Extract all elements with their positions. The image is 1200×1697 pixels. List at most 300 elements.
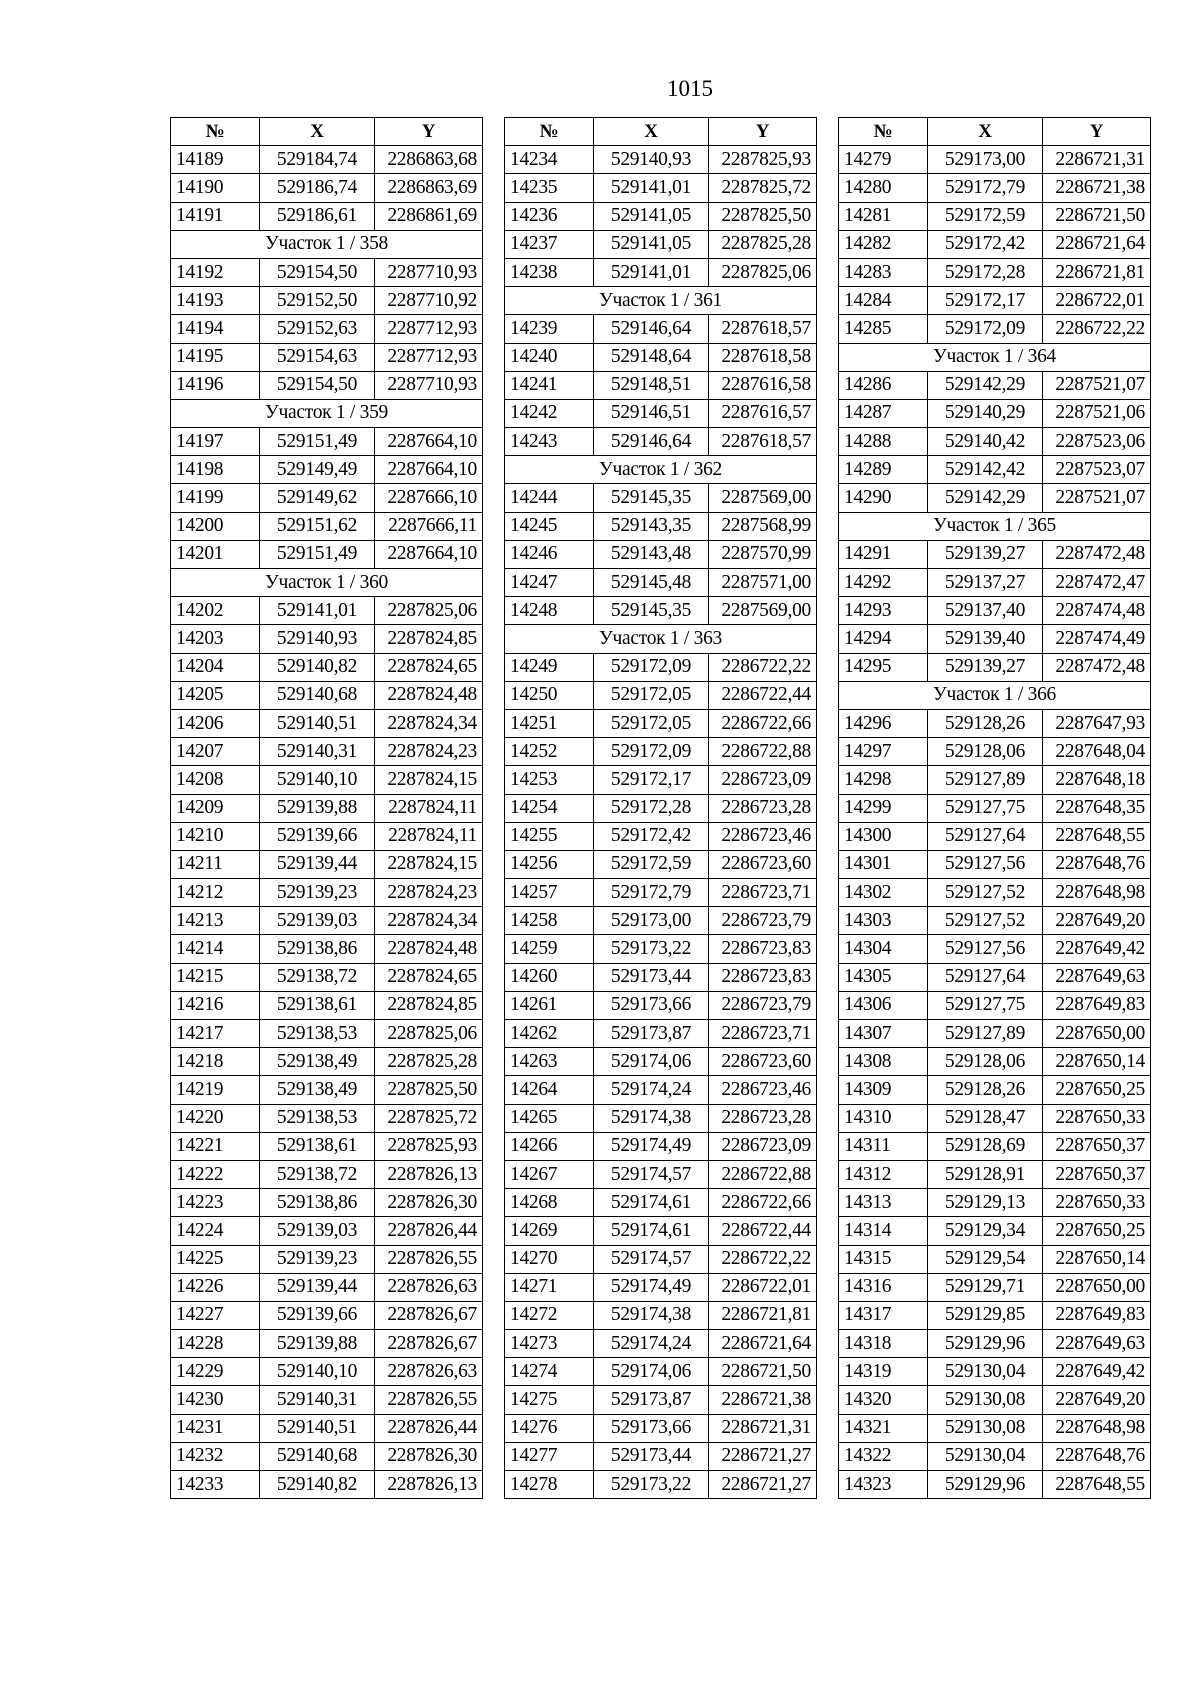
table-row bbox=[171, 540, 483, 568]
table-row bbox=[171, 1330, 483, 1358]
point-number-cell: 14230 bbox=[171, 1386, 260, 1414]
x-coordinate-cell: 529152,50 bbox=[260, 287, 375, 315]
x-coordinate-cell: 529186,61 bbox=[260, 202, 375, 230]
y-coordinate-cell: 2287648,18 bbox=[1043, 766, 1151, 794]
y-coordinate-cell: 2287824,34 bbox=[375, 709, 483, 737]
table-row bbox=[505, 1217, 817, 1245]
table-row bbox=[171, 935, 483, 963]
y-coordinate-cell: 2286723,83 bbox=[709, 963, 817, 991]
x-coordinate-cell: 529149,49 bbox=[260, 456, 375, 484]
y-coordinate-cell: 2287648,98 bbox=[1043, 879, 1151, 907]
table-header-row bbox=[171, 118, 483, 146]
y-coordinate-cell: 2287824,34 bbox=[375, 907, 483, 935]
y-coordinate-cell: 2287649,42 bbox=[1043, 1358, 1151, 1386]
y-coordinate-cell: 2287472,48 bbox=[1043, 540, 1151, 568]
y-coordinate-cell: 2286863,69 bbox=[375, 174, 483, 202]
point-number-cell: 14197 bbox=[171, 428, 260, 456]
y-coordinate-cell: 2287472,47 bbox=[1043, 569, 1151, 597]
point-number-cell: 14316 bbox=[839, 1273, 928, 1301]
table-row bbox=[171, 1048, 483, 1076]
table-row bbox=[839, 146, 1151, 174]
table-row bbox=[839, 540, 1151, 568]
y-coordinate-cell: 2287824,23 bbox=[375, 879, 483, 907]
table-row bbox=[505, 935, 817, 963]
y-coordinate-cell: 2287824,11 bbox=[375, 822, 483, 850]
table-row bbox=[839, 1020, 1151, 1048]
table-row bbox=[839, 794, 1151, 822]
table-row bbox=[505, 1048, 817, 1076]
table-row bbox=[505, 1076, 817, 1104]
point-number-cell: 14299 bbox=[839, 794, 928, 822]
x-coordinate-cell: 529127,75 bbox=[928, 991, 1043, 1019]
coordinates-table-1 bbox=[170, 117, 483, 1499]
x-coordinate-cell: 529138,72 bbox=[260, 963, 375, 991]
y-coordinate-cell: 2287664,10 bbox=[375, 456, 483, 484]
x-coordinate-cell: 529139,23 bbox=[260, 1245, 375, 1273]
point-number-cell: 14297 bbox=[839, 738, 928, 766]
x-coordinate-cell: 529129,13 bbox=[928, 1189, 1043, 1217]
table-row bbox=[839, 709, 1151, 737]
point-number-cell: 14266 bbox=[505, 1132, 594, 1160]
point-number-cell: 14203 bbox=[171, 625, 260, 653]
y-coordinate-cell: 2287650,37 bbox=[1043, 1160, 1151, 1188]
table-row bbox=[171, 963, 483, 991]
x-coordinate-cell: 529128,26 bbox=[928, 709, 1043, 737]
table-row bbox=[839, 1048, 1151, 1076]
x-coordinate-cell: 529128,47 bbox=[928, 1104, 1043, 1132]
point-number-cell: 14213 bbox=[171, 907, 260, 935]
table-row bbox=[839, 963, 1151, 991]
y-coordinate-cell: 2286721,27 bbox=[709, 1471, 817, 1499]
y-coordinate-cell: 2287826,67 bbox=[375, 1330, 483, 1358]
table-row bbox=[505, 1020, 817, 1048]
point-number-cell: 14228 bbox=[171, 1330, 260, 1358]
point-number-cell: 14196 bbox=[171, 371, 260, 399]
x-coordinate-cell: 529138,53 bbox=[260, 1104, 375, 1132]
y-coordinate-cell: 2287648,76 bbox=[1043, 850, 1151, 878]
y-coordinate-cell: 2287650,33 bbox=[1043, 1189, 1151, 1217]
table-row bbox=[171, 428, 483, 456]
x-coordinate-cell: 529142,29 bbox=[928, 371, 1043, 399]
x-coordinate-cell: 529140,10 bbox=[260, 1358, 375, 1386]
x-coordinate-cell: 529186,74 bbox=[260, 174, 375, 202]
y-coordinate-cell: 2286721,81 bbox=[709, 1301, 817, 1329]
point-number-cell: 14261 bbox=[505, 991, 594, 1019]
y-coordinate-cell: 2287649,63 bbox=[1043, 1330, 1151, 1358]
y-coordinate-cell: 2287825,93 bbox=[709, 146, 817, 174]
table-row bbox=[171, 1301, 483, 1329]
table-row bbox=[171, 879, 483, 907]
y-coordinate-cell: 2287649,42 bbox=[1043, 935, 1151, 963]
point-number-cell: 14307 bbox=[839, 1020, 928, 1048]
point-number-cell: 14312 bbox=[839, 1160, 928, 1188]
point-number-cell: 14199 bbox=[171, 484, 260, 512]
y-coordinate-cell: 2286723,09 bbox=[709, 766, 817, 794]
table-row bbox=[171, 1189, 483, 1217]
table-row bbox=[171, 1414, 483, 1442]
x-coordinate-cell: 529172,79 bbox=[928, 174, 1043, 202]
x-coordinate-cell: 529172,09 bbox=[928, 315, 1043, 343]
table-row bbox=[505, 879, 817, 907]
table-row bbox=[839, 625, 1151, 653]
table-row bbox=[839, 1471, 1151, 1499]
y-coordinate-cell: 2287824,65 bbox=[375, 653, 483, 681]
y-coordinate-cell: 2286723,09 bbox=[709, 1132, 817, 1160]
x-coordinate-cell: 529173,00 bbox=[928, 146, 1043, 174]
table-row bbox=[839, 484, 1151, 512]
x-coordinate-cell: 529138,49 bbox=[260, 1048, 375, 1076]
y-coordinate-cell: 2287521,07 bbox=[1043, 371, 1151, 399]
table-row bbox=[505, 1104, 817, 1132]
point-number-cell: 14250 bbox=[505, 681, 594, 709]
point-number-cell: 14234 bbox=[505, 146, 594, 174]
x-coordinate-cell: 529139,40 bbox=[928, 625, 1043, 653]
x-coordinate-cell: 529129,96 bbox=[928, 1330, 1043, 1358]
y-coordinate-cell: 2287648,35 bbox=[1043, 794, 1151, 822]
y-coordinate-cell: 2286721,27 bbox=[709, 1442, 817, 1470]
point-number-cell: 14232 bbox=[171, 1442, 260, 1470]
x-coordinate-cell: 529127,75 bbox=[928, 794, 1043, 822]
table-row bbox=[171, 1104, 483, 1132]
y-coordinate-cell: 2287650,37 bbox=[1043, 1132, 1151, 1160]
header-x: X bbox=[928, 118, 1043, 146]
table-row bbox=[505, 963, 817, 991]
point-number-cell: 14315 bbox=[839, 1245, 928, 1273]
y-coordinate-cell: 2286861,69 bbox=[375, 202, 483, 230]
point-number-cell: 14271 bbox=[505, 1273, 594, 1301]
point-number-cell: 14210 bbox=[171, 822, 260, 850]
table-row bbox=[505, 230, 817, 258]
y-coordinate-cell: 2286722,88 bbox=[709, 1160, 817, 1188]
point-number-cell: 14280 bbox=[839, 174, 928, 202]
y-coordinate-cell: 2287825,93 bbox=[375, 1132, 483, 1160]
y-coordinate-cell: 2287826,67 bbox=[375, 1301, 483, 1329]
x-coordinate-cell: 529174,06 bbox=[594, 1358, 709, 1386]
table-row bbox=[839, 766, 1151, 794]
point-number-cell: 14293 bbox=[839, 597, 928, 625]
table-row bbox=[839, 428, 1151, 456]
point-number-cell: 14194 bbox=[171, 315, 260, 343]
point-number-cell: 14231 bbox=[171, 1414, 260, 1442]
x-coordinate-cell: 529141,01 bbox=[260, 597, 375, 625]
point-number-cell: 14244 bbox=[505, 484, 594, 512]
x-coordinate-cell: 529139,03 bbox=[260, 1217, 375, 1245]
x-coordinate-cell: 529172,28 bbox=[928, 258, 1043, 286]
x-coordinate-cell: 529173,66 bbox=[594, 991, 709, 1019]
x-coordinate-cell: 529138,61 bbox=[260, 991, 375, 1019]
x-coordinate-cell: 529174,06 bbox=[594, 1048, 709, 1076]
y-coordinate-cell: 2286722,66 bbox=[709, 1189, 817, 1217]
point-number-cell: 14240 bbox=[505, 343, 594, 371]
table-body bbox=[171, 146, 483, 1499]
x-coordinate-cell: 529130,08 bbox=[928, 1414, 1043, 1442]
x-coordinate-cell: 529139,03 bbox=[260, 907, 375, 935]
point-number-cell: 14214 bbox=[171, 935, 260, 963]
y-coordinate-cell: 2287650,14 bbox=[1043, 1245, 1151, 1273]
table-row bbox=[839, 1358, 1151, 1386]
point-number-cell: 14298 bbox=[839, 766, 928, 794]
table-row bbox=[505, 371, 817, 399]
x-coordinate-cell: 529151,62 bbox=[260, 512, 375, 540]
x-coordinate-cell: 529172,17 bbox=[594, 766, 709, 794]
x-coordinate-cell: 529172,28 bbox=[594, 794, 709, 822]
x-coordinate-cell: 529129,96 bbox=[928, 1471, 1043, 1499]
point-number-cell: 14284 bbox=[839, 287, 928, 315]
section-heading: Участок 1 / 359 bbox=[171, 399, 483, 427]
point-number-cell: 14216 bbox=[171, 991, 260, 1019]
x-coordinate-cell: 529172,59 bbox=[928, 202, 1043, 230]
table-row bbox=[505, 794, 817, 822]
x-coordinate-cell: 529142,42 bbox=[928, 456, 1043, 484]
section-row bbox=[171, 230, 483, 258]
x-coordinate-cell: 529137,40 bbox=[928, 597, 1043, 625]
point-number-cell: 14300 bbox=[839, 822, 928, 850]
x-coordinate-cell: 529173,44 bbox=[594, 963, 709, 991]
table-row bbox=[839, 597, 1151, 625]
table-row bbox=[839, 399, 1151, 427]
x-coordinate-cell: 529129,54 bbox=[928, 1245, 1043, 1273]
point-number-cell: 14314 bbox=[839, 1217, 928, 1245]
x-coordinate-cell: 529173,66 bbox=[594, 1414, 709, 1442]
y-coordinate-cell: 2287826,55 bbox=[375, 1245, 483, 1273]
y-coordinate-cell: 2287650,33 bbox=[1043, 1104, 1151, 1132]
table-row bbox=[505, 1245, 817, 1273]
point-number-cell: 14303 bbox=[839, 907, 928, 935]
table-row bbox=[171, 456, 483, 484]
point-number-cell: 14209 bbox=[171, 794, 260, 822]
x-coordinate-cell: 529146,51 bbox=[594, 399, 709, 427]
point-number-cell: 14217 bbox=[171, 1020, 260, 1048]
point-number-cell: 14252 bbox=[505, 738, 594, 766]
y-coordinate-cell: 2286722,01 bbox=[709, 1273, 817, 1301]
x-coordinate-cell: 529128,26 bbox=[928, 1076, 1043, 1104]
section-heading: Участок 1 / 364 bbox=[839, 343, 1151, 371]
x-coordinate-cell: 529173,22 bbox=[594, 935, 709, 963]
table-body bbox=[839, 146, 1151, 1499]
point-number-cell: 14204 bbox=[171, 653, 260, 681]
x-coordinate-cell: 529145,35 bbox=[594, 597, 709, 625]
table-row bbox=[505, 315, 817, 343]
y-coordinate-cell: 2286721,38 bbox=[1043, 174, 1151, 202]
x-coordinate-cell: 529127,89 bbox=[928, 766, 1043, 794]
y-coordinate-cell: 2287710,92 bbox=[375, 287, 483, 315]
y-coordinate-cell: 2287825,50 bbox=[709, 202, 817, 230]
table-row bbox=[839, 1386, 1151, 1414]
point-number-cell: 14211 bbox=[171, 850, 260, 878]
x-coordinate-cell: 529138,49 bbox=[260, 1076, 375, 1104]
y-coordinate-cell: 2286722,66 bbox=[709, 709, 817, 737]
x-coordinate-cell: 529172,05 bbox=[594, 681, 709, 709]
point-number-cell: 14233 bbox=[171, 1471, 260, 1499]
point-number-cell: 14256 bbox=[505, 850, 594, 878]
y-coordinate-cell: 2287825,06 bbox=[709, 258, 817, 286]
section-heading: Участок 1 / 363 bbox=[505, 625, 817, 653]
y-coordinate-cell: 2287474,49 bbox=[1043, 625, 1151, 653]
y-coordinate-cell: 2286723,79 bbox=[709, 907, 817, 935]
table-row bbox=[505, 1189, 817, 1217]
point-number-cell: 14198 bbox=[171, 456, 260, 484]
x-coordinate-cell: 529172,09 bbox=[594, 653, 709, 681]
table-row bbox=[839, 174, 1151, 202]
y-coordinate-cell: 2287710,93 bbox=[375, 258, 483, 286]
section-row bbox=[505, 625, 817, 653]
section-heading: Участок 1 / 366 bbox=[839, 681, 1151, 709]
table-row bbox=[505, 1358, 817, 1386]
point-number-cell: 14215 bbox=[171, 963, 260, 991]
y-coordinate-cell: 2287648,98 bbox=[1043, 1414, 1151, 1442]
x-coordinate-cell: 529173,00 bbox=[594, 907, 709, 935]
y-coordinate-cell: 2286723,28 bbox=[709, 794, 817, 822]
table-row bbox=[839, 1217, 1151, 1245]
y-coordinate-cell: 2287650,25 bbox=[1043, 1076, 1151, 1104]
table-row bbox=[171, 315, 483, 343]
x-coordinate-cell: 529128,06 bbox=[928, 738, 1043, 766]
point-number-cell: 14227 bbox=[171, 1301, 260, 1329]
y-coordinate-cell: 2286722,22 bbox=[709, 653, 817, 681]
point-number-cell: 14313 bbox=[839, 1189, 928, 1217]
point-number-cell: 14323 bbox=[839, 1471, 928, 1499]
x-coordinate-cell: 529172,42 bbox=[928, 230, 1043, 258]
x-coordinate-cell: 529139,88 bbox=[260, 1330, 375, 1358]
point-number-cell: 14286 bbox=[839, 371, 928, 399]
table-row bbox=[505, 1330, 817, 1358]
point-number-cell: 14253 bbox=[505, 766, 594, 794]
table-row bbox=[171, 1020, 483, 1048]
section-row bbox=[505, 287, 817, 315]
y-coordinate-cell: 2287826,44 bbox=[375, 1414, 483, 1442]
table-header-row bbox=[839, 118, 1151, 146]
point-number-cell: 14208 bbox=[171, 766, 260, 794]
table-row bbox=[505, 991, 817, 1019]
table-row bbox=[505, 822, 817, 850]
point-number-cell: 14301 bbox=[839, 850, 928, 878]
x-coordinate-cell: 529173,87 bbox=[594, 1020, 709, 1048]
table-row bbox=[839, 1160, 1151, 1188]
y-coordinate-cell: 2287649,63 bbox=[1043, 963, 1151, 991]
x-coordinate-cell: 529128,06 bbox=[928, 1048, 1043, 1076]
y-coordinate-cell: 2287474,48 bbox=[1043, 597, 1151, 625]
y-coordinate-cell: 2287824,85 bbox=[375, 625, 483, 653]
table-row bbox=[505, 850, 817, 878]
point-number-cell: 14192 bbox=[171, 258, 260, 286]
table-row bbox=[171, 287, 483, 315]
y-coordinate-cell: 2287650,00 bbox=[1043, 1020, 1151, 1048]
y-coordinate-cell: 2287648,55 bbox=[1043, 822, 1151, 850]
table-row bbox=[505, 569, 817, 597]
x-coordinate-cell: 529130,04 bbox=[928, 1358, 1043, 1386]
header-y: Y bbox=[709, 118, 817, 146]
table-row bbox=[171, 709, 483, 737]
y-coordinate-cell: 2287523,06 bbox=[1043, 428, 1151, 456]
point-number-cell: 14289 bbox=[839, 456, 928, 484]
point-number-cell: 14262 bbox=[505, 1020, 594, 1048]
table-row bbox=[505, 1471, 817, 1499]
x-coordinate-cell: 529174,24 bbox=[594, 1076, 709, 1104]
x-coordinate-cell: 529129,71 bbox=[928, 1273, 1043, 1301]
table-row bbox=[171, 1245, 483, 1273]
y-coordinate-cell: 2286723,71 bbox=[709, 1020, 817, 1048]
header-y: Y bbox=[1043, 118, 1151, 146]
table-row bbox=[171, 794, 483, 822]
x-coordinate-cell: 529129,85 bbox=[928, 1301, 1043, 1329]
y-coordinate-cell: 2287825,06 bbox=[375, 597, 483, 625]
point-number-cell: 14277 bbox=[505, 1442, 594, 1470]
x-coordinate-cell: 529145,48 bbox=[594, 569, 709, 597]
y-coordinate-cell: 2286721,31 bbox=[709, 1414, 817, 1442]
point-number-cell: 14236 bbox=[505, 202, 594, 230]
point-number-cell: 14268 bbox=[505, 1189, 594, 1217]
table-row bbox=[839, 907, 1151, 935]
point-number-cell: 14276 bbox=[505, 1414, 594, 1442]
table-row bbox=[505, 512, 817, 540]
y-coordinate-cell: 2286721,38 bbox=[709, 1386, 817, 1414]
y-coordinate-cell: 2287664,10 bbox=[375, 540, 483, 568]
y-coordinate-cell: 2287824,85 bbox=[375, 991, 483, 1019]
table-row bbox=[839, 822, 1151, 850]
point-number-cell: 14288 bbox=[839, 428, 928, 456]
point-number-cell: 14193 bbox=[171, 287, 260, 315]
x-coordinate-cell: 529140,31 bbox=[260, 1386, 375, 1414]
x-coordinate-cell: 529146,64 bbox=[594, 428, 709, 456]
point-number-cell: 14220 bbox=[171, 1104, 260, 1132]
point-number-cell: 14258 bbox=[505, 907, 594, 935]
y-coordinate-cell: 2286723,46 bbox=[709, 822, 817, 850]
y-coordinate-cell: 2287618,57 bbox=[709, 428, 817, 456]
point-number-cell: 14318 bbox=[839, 1330, 928, 1358]
table-row bbox=[505, 597, 817, 625]
table-row bbox=[171, 1076, 483, 1104]
point-number-cell: 14308 bbox=[839, 1048, 928, 1076]
y-coordinate-cell: 2287648,76 bbox=[1043, 1442, 1151, 1470]
point-number-cell: 14311 bbox=[839, 1132, 928, 1160]
table-row bbox=[505, 146, 817, 174]
y-coordinate-cell: 2286723,60 bbox=[709, 850, 817, 878]
table-row bbox=[839, 1330, 1151, 1358]
point-number-cell: 14251 bbox=[505, 709, 594, 737]
point-number-cell: 14223 bbox=[171, 1189, 260, 1217]
point-number-cell: 14278 bbox=[505, 1471, 594, 1499]
x-coordinate-cell: 529154,50 bbox=[260, 258, 375, 286]
point-number-cell: 14221 bbox=[171, 1132, 260, 1160]
y-coordinate-cell: 2287647,93 bbox=[1043, 709, 1151, 737]
section-heading: Участок 1 / 362 bbox=[505, 456, 817, 484]
table-row bbox=[839, 935, 1151, 963]
point-number-cell: 14322 bbox=[839, 1442, 928, 1470]
point-number-cell: 14317 bbox=[839, 1301, 928, 1329]
table-row bbox=[505, 766, 817, 794]
x-coordinate-cell: 529127,52 bbox=[928, 879, 1043, 907]
table-row bbox=[505, 399, 817, 427]
y-coordinate-cell: 2287826,30 bbox=[375, 1189, 483, 1217]
y-coordinate-cell: 2287569,00 bbox=[709, 597, 817, 625]
table-row bbox=[505, 1273, 817, 1301]
point-number-cell: 14205 bbox=[171, 681, 260, 709]
header-number: № bbox=[505, 118, 594, 146]
section-row bbox=[839, 681, 1151, 709]
table-row bbox=[839, 738, 1151, 766]
table-row bbox=[171, 146, 483, 174]
point-number-cell: 14189 bbox=[171, 146, 260, 174]
x-coordinate-cell: 529139,88 bbox=[260, 794, 375, 822]
coordinates-table-2 bbox=[504, 117, 817, 1499]
point-number-cell: 14292 bbox=[839, 569, 928, 597]
x-coordinate-cell: 529127,52 bbox=[928, 907, 1043, 935]
point-number-cell: 14306 bbox=[839, 991, 928, 1019]
point-number-cell: 14219 bbox=[171, 1076, 260, 1104]
table-row bbox=[171, 625, 483, 653]
point-number-cell: 14224 bbox=[171, 1217, 260, 1245]
y-coordinate-cell: 2286721,64 bbox=[709, 1330, 817, 1358]
